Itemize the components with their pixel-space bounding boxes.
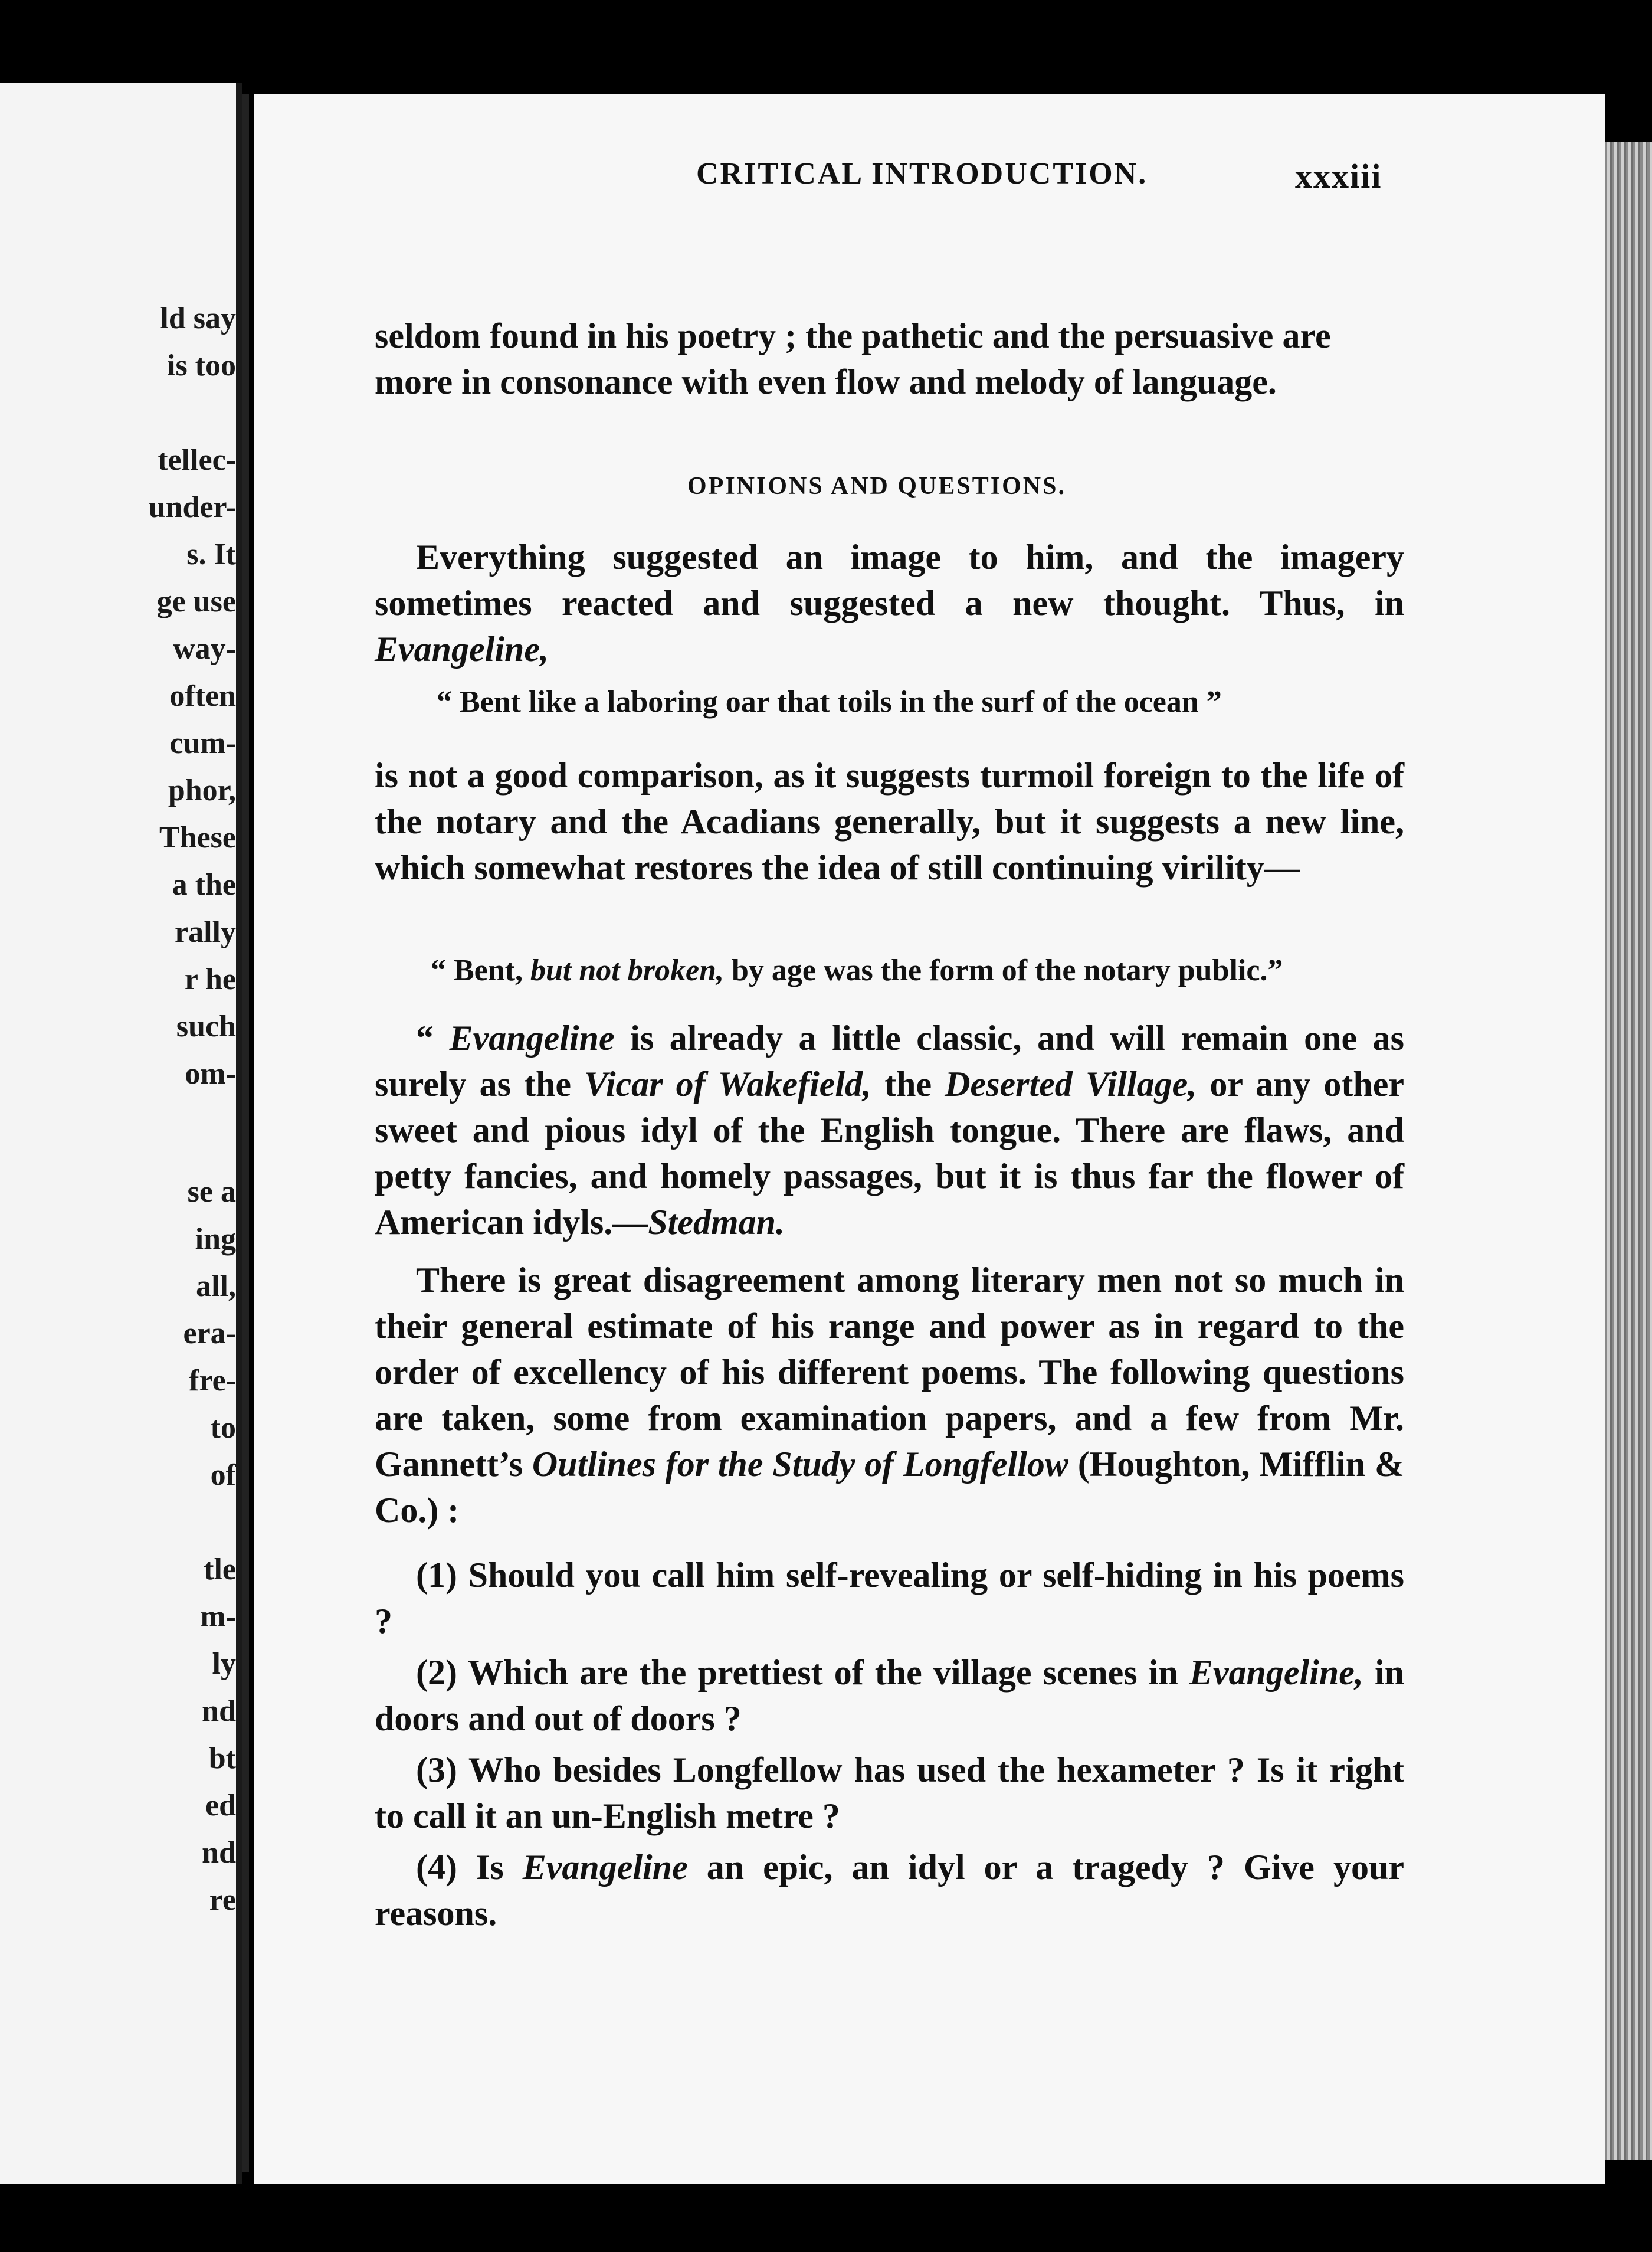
left-fragment: m-: [200, 1600, 236, 1634]
quote-2-italic: but not broken,: [530, 954, 724, 987]
book-gutter: [242, 94, 249, 2172]
left-fragment: tellec-: [158, 443, 236, 477]
question-2: [375, 1649, 1404, 1742]
top-line-2: more in consonance with even flow and melody of language.: [375, 362, 1277, 401]
left-fragment: rally: [175, 915, 236, 949]
p3-text-3: or any other sweet and pious idyl of the English tongue. There are flaws, and petty fancies, and homely passages, but it is thus far the flower of American idyls.—: [375, 1065, 1405, 1242]
page-number: xxxiii: [1295, 157, 1382, 195]
left-fragment: is too: [167, 349, 236, 382]
paragraph-1: [375, 534, 1404, 672]
left-fragment: ld say: [160, 302, 236, 335]
paragraph-2-text: is not a good comparison, as it suggests turmoil foreign to the life of the notary and the Acadians generally, but it suggests a new line, which somewhat restores the idea of still continuing virility—: [375, 756, 1404, 887]
left-fragment: r he: [184, 963, 236, 996]
question-1: [375, 1552, 1404, 1644]
left-fragment: cum-: [169, 726, 236, 760]
p3-italic-1: Evangeline: [449, 1019, 615, 1058]
question-3-text: (3) Who besides Longfellow has used the hexameter ? Is it right to call it an un-English metre ?: [375, 1750, 1404, 1835]
question-1-text: (1) Should you call him self-revealing or self-hiding in his poems ?: [375, 1556, 1404, 1641]
p4-text-1: There is great disagreement among literary men not so much in their general estimate of his range and power as in regard to the order of excellency of his different poems. The following questions are taken, some from examination papers, and a few from Mr. Gannett’s: [375, 1261, 1404, 1484]
p3-italic-4: Stedman.: [648, 1203, 785, 1242]
left-fragment: ge use: [156, 585, 236, 618]
left-fragment: om-: [185, 1057, 236, 1091]
paragraph-4: [375, 1257, 1404, 1533]
q4-italic: Evangeline: [522, 1848, 688, 1887]
q4-text-1: (4) Is: [416, 1848, 523, 1887]
quote-2: [431, 953, 1283, 988]
left-fragment: such: [176, 1010, 236, 1043]
q2-italic: Evangeline,: [1189, 1653, 1363, 1692]
paragraph-3: [375, 1015, 1404, 1245]
left-fragment: bt: [208, 1742, 236, 1775]
left-fragment: often: [169, 679, 236, 713]
left-fragment: a the: [172, 868, 236, 902]
p4-italic-1: Outlines for the Study of Longfellow: [532, 1445, 1068, 1484]
left-fragment: ly: [212, 1647, 236, 1681]
question-4: [375, 1844, 1404, 1936]
p3-open: “: [416, 1019, 450, 1058]
question-3: [375, 1747, 1404, 1839]
left-fragment: tle: [204, 1553, 236, 1586]
left-fragment: era-: [183, 1317, 236, 1350]
quote-2-open: “ Bent,: [431, 954, 530, 987]
left-fragment: ing: [195, 1222, 236, 1256]
left-fragment: phor,: [168, 774, 236, 807]
left-fragment: of: [210, 1458, 236, 1492]
section-title: OPINIONS AND QUESTIONS.: [687, 473, 1066, 500]
running-title: CRITICAL INTRODUCTION.: [696, 157, 1148, 191]
left-fragment: to: [210, 1411, 236, 1445]
left-fragment: under-: [148, 490, 236, 524]
left-fragment: nd: [202, 1836, 236, 1870]
page-edge: [1605, 142, 1652, 2160]
left-fragment: re: [209, 1883, 236, 1917]
p4-text-2: (Houghton, Mifflin & Co.) :: [375, 1445, 1404, 1530]
top-paragraph: [375, 313, 1404, 405]
left-fragment: way-: [173, 632, 236, 666]
p3-text-2: the: [871, 1065, 945, 1104]
left-fragment: se a: [187, 1175, 236, 1209]
p3-italic-2: Vicar of Wakefield,: [584, 1065, 872, 1104]
left-fragment: s. It: [186, 538, 236, 571]
top-line-1: seldom found in his poetry ; the pathetic and the persuasive are: [375, 316, 1331, 355]
left-fragment: nd: [202, 1694, 236, 1728]
quote-2-rest: by age was the form of the notary public.”: [723, 954, 1283, 987]
left-fragment: fre-: [189, 1364, 236, 1397]
paragraph-1-text: Everything suggested an image to him, and the imagery sometimes reacted and suggested a new thought. Thus, in: [375, 538, 1404, 623]
paragraph-2: [375, 752, 1404, 891]
p3-italic-3: Deserted Village,: [945, 1065, 1197, 1104]
paragraph-1-italic: Evangeline,: [375, 630, 549, 669]
q2-text-1: (2) Which are the prettiest of the village scenes in: [416, 1653, 1189, 1692]
left-fragment: all,: [196, 1269, 236, 1303]
left-page: [0, 83, 242, 2184]
quote-1: “ Bent like a laboring oar that toils in the surf of the ocean ”: [437, 685, 1222, 719]
left-fragment: These: [159, 821, 236, 855]
p3-text-1: is already a little classic, and will remain one as surely as the: [375, 1019, 1405, 1104]
q4-text-2: an epic, an idyl or a tragedy ? Give your reasons.: [375, 1848, 1404, 1933]
q2-text-2: in doors and out of doors ?: [375, 1653, 1404, 1738]
left-fragment: ed: [205, 1789, 236, 1822]
